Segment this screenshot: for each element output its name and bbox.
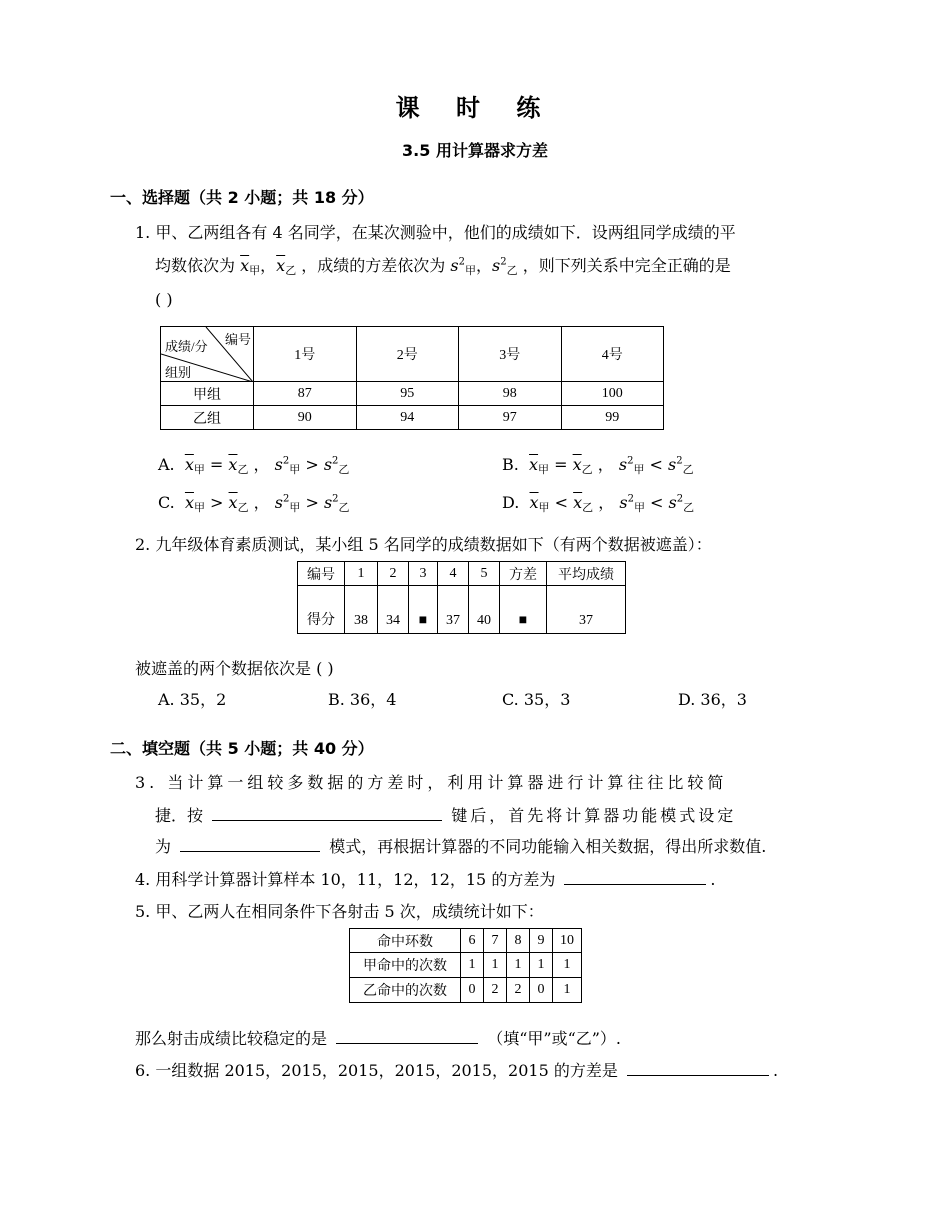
q2-option-d: D. 36，3 [678,690,747,709]
q1-diag-header: 编号 成绩/分 组别 [161,327,254,382]
section-choice-heading: 一、选择题（共 2 小题；共 18 分） [110,188,374,207]
q3-line1: 3. 当计算一组较多数据的方差时，利用计算器进行计算往往比较简 [135,773,728,792]
q1-line2b: ，成绩的方差依次为 [301,256,446,275]
q5-blank[interactable] [336,1027,478,1044]
q1-score-table [160,326,664,430]
q2-option-a: A. 35，2 [158,690,227,709]
q2-option-c: C. 35，3 [502,690,571,709]
q4-line: 4. 用科学计算器计算样本 10，11，12，12，15 的方差为 . [135,870,716,889]
q1-option-d: D. $\overline{x}_甲 < \overline{x}_乙$ ， $s^2_甲 < s^2_乙$ [502,493,695,514]
q1-option-b: B. $\overline{x}_甲 = \overline{x}_乙$ ， $s^2_甲 < s^2_乙$ [502,455,694,476]
q3-blank-1[interactable] [212,804,442,821]
q1-col-header: 4号 [561,327,664,382]
q4-blank[interactable] [564,868,706,885]
q1-line2: 均数依次为 $\overline{x}_甲$，$\overline{x}_乙$ ，成绩的方差依次为 $s^2_甲$，$s^2_乙$ ，则下列关系中完全正确的是 [155,256,731,277]
q5-question: 那么射击成绩比较稳定的是 （填“甲”或“乙”）. [135,1029,622,1048]
q2-question: 被遮盖的两个数据依次是 ( ) [135,659,334,678]
q2-score-table: 编号 1 2 3 4 5 方差 平均成绩 得分 38 34 ■ 37 40 ■ 37 [297,561,626,634]
q1-line2a: 均数依次为 [155,256,236,275]
q1-col-header: 3号 [459,327,562,382]
section-fill-heading: 二、填空题（共 5 小题；共 40 分） [110,739,374,758]
q2-option-b: B. 36，4 [328,690,397,709]
q1-paren: ( ) [155,290,173,309]
q1-col-header: 2号 [356,327,459,382]
q1-line1: 1. 甲、乙两组各有 4 名同学，在某次测验中，他们的成绩如下．设两组同学成绩的平 [135,223,736,242]
q3-line2: 捷．按 键后，首先将计算器功能模式设定 [155,806,737,825]
table-row: 甲命中的次数 1 1 1 1 1 [350,953,582,978]
table-row: 得分 38 34 ■ 37 40 ■ 37 [298,586,626,634]
table-row: 甲组 87 95 98 100 [161,382,664,406]
q6-line: 6. 一组数据 2015，2015，2015，2015，2015，2015 的方差是 . [135,1061,779,1080]
q1-col-header: 1号 [254,327,357,382]
q3-line3: 为 模式，再根据计算器的不同功能输入相关数据，得出所求数值. [155,837,767,856]
q1-line2c: ，则下列关系中完全正确的是 [522,256,731,275]
table-row: 乙命中的次数 0 2 2 0 1 [350,978,582,1003]
q5-shooting-table: 命中环数 6 7 8 9 10 甲命中的次数 1 1 1 1 1 乙命中的次数 0 2 2 0 1 [349,928,582,1003]
q3-blank-2[interactable] [180,835,320,852]
q2-text: 2. 九年级体育素质测试，某小组 5 名同学的成绩数据如下（有两个数据被遮盖）： [135,535,712,554]
table-row: 乙组 90 94 97 99 [161,406,664,430]
page-subtitle: 3.5 用计算器求方差 [402,141,548,160]
q6-blank[interactable] [627,1059,769,1076]
page-title: 课 时 练 [395,94,555,122]
q1-option-a: A. $\overline{x}_甲 = \overline{x}_乙$ ， $s^2_甲 > s^2_乙$ [158,455,350,476]
q1-option-c: C. $\overline{x}_甲 > \overline{x}_乙$ ， $s^2_甲 > s^2_乙$ [158,493,350,514]
q5-text: 5. 甲、乙两人在相同条件下各射击 5 次，成绩统计如下： [135,902,544,921]
